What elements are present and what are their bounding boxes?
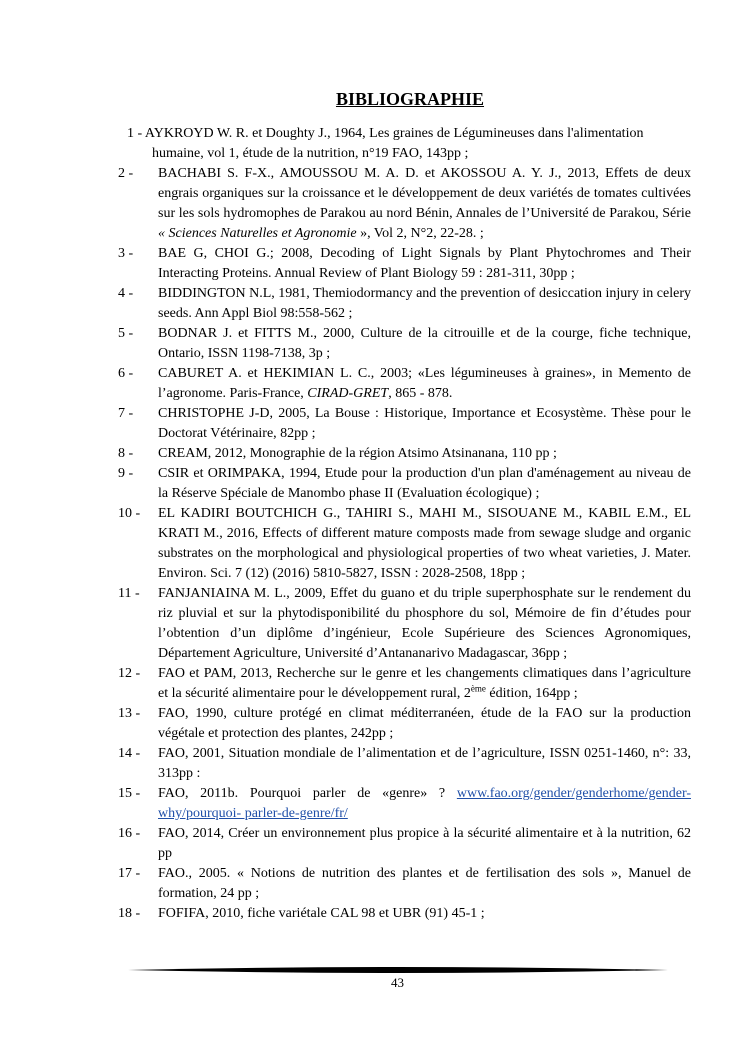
entry-text: FANJANIAINA M. L., 2009, Effet du guano et du triple superphosphate sur le rendement du riz pluvial et sur la phytodisponibilité du phosphore du sol, Mémoire de fin d’études pour l’obtention d’un diplôme d’ingénieur, Ecole Supérieure des Sciences Agronomiques, Département Agriculture, Université d’Antananarivo Madagascar, 36pp ; xyxy=(158,586,691,661)
entry-text: EL KADIRI BOUTCHICH G., TAHIRI S., MAHI M., SISOUANE M., KABIL E.M., EL KRATI M., 2016, Effects of different mature composts made from sewage sludge and organic substrates on the morphological and physiological properties of two wheat varieties, J. Mater. Environ. Sci. 7 (12) (2016) 5810-5827, ISSN : 2028-2508, 18pp ; xyxy=(158,506,691,581)
entry-number: 13 - xyxy=(118,706,141,721)
entry-text-continuation: humaine, vol 1, étude de la nutrition, n°19 FAO, 143pp ; xyxy=(152,146,469,161)
entry-text: CSIR et ORIMPAKA, 1994, Etude pour la production d'un plan d'aménagement au niveau de la Réserve Spéciale de Manombo phase II (Evaluation écologique) ; xyxy=(158,466,691,501)
entry-text: CHRISTOPHE J-D, 2005, La Bouse : Historique, Importance et Ecosystème. Thèse pour le Doctorat Vétérinaire, 82pp ; xyxy=(158,406,691,441)
bibliography-entry xyxy=(118,244,691,284)
entry-number: 5 - xyxy=(118,326,134,341)
entry-number: 18 - xyxy=(118,906,141,921)
bibliography-entry xyxy=(118,744,691,784)
bibliography-entry xyxy=(118,664,691,704)
bibliography-entry xyxy=(118,364,691,404)
entry-text: BAE G, CHOI G.; 2008, Decoding of Light Signals by Plant Phytochromes and Their Interacting Proteins. Annual Review of Plant Biology 59 : 281-311, 30pp ; xyxy=(158,246,691,281)
entry-text: FAO, 2014, Créer un environnement plus propice à la sécurité alimentaire et à la nutrition, 62 pp xyxy=(158,826,691,861)
entry-number: 6 - xyxy=(118,366,134,381)
footer-divider xyxy=(128,966,668,974)
bibliography-entry xyxy=(118,824,691,864)
bibliography-entry xyxy=(118,444,691,464)
entry-text: FAO, 2011b. Pourquoi parler de «genre» ? www.fao.org/gender/genderhome/gender-why/pourquoi- parler-de-genre/fr/ xyxy=(158,786,691,821)
edition-superscript: ème xyxy=(470,683,486,694)
entry-number: 12 - xyxy=(118,666,141,681)
entry-number: 14 - xyxy=(118,746,141,761)
entry-number: 9 - xyxy=(118,466,134,481)
page-number: 43 xyxy=(391,975,404,990)
bibliography-entry xyxy=(118,164,691,244)
entry-text: AYKROYD W. R. et Doughty J., 1964, Les graines de Légumineuses dans l'alimentation xyxy=(144,126,644,141)
entry-number: 10 - xyxy=(118,506,141,521)
entry-text: FAO et PAM, 2013, Recherche sur le genre et les changements climatiques dans l’agriculture et la sécurité alimentaire pour le développement rural, 2ème édition, 164pp ; xyxy=(158,666,691,701)
entry-number: 17 - xyxy=(118,866,141,881)
fao-gender-link[interactable]: www.fao.org/gender/genderhome/gender-why/pourquoi- parler-de-genre/fr/ xyxy=(158,786,691,821)
entry-text: FAO., 2005. « Notions de nutrition des plantes et de fertilisation des sols », Manuel de formation, 24 pp ; xyxy=(158,866,691,901)
entry-text: BACHABI S. F-X., AMOUSSOU M. A. D. et AKOSSOU A. Y. J., 2013, Effets de deux engrais organiques sur la croissance et le développement de deux variétés de tomates cultivées sur les sols hydromophes de Parakou au nord Bénin, Annales de l’Université de Parakou, Série « Sciences Naturelles et Agronomie », Vol 2, N°2, 22-28. ; xyxy=(158,166,691,241)
entry-number: 2 - xyxy=(118,166,134,181)
bibliography-list xyxy=(118,124,691,924)
entry-text: FAO, 2001, Situation mondiale de l’alimentation et de l’agriculture, ISSN 0251-1460, n°: 33, 313pp : xyxy=(158,746,691,781)
series-name: « Sciences Naturelles et Agronomie xyxy=(158,226,357,241)
entry-number: 11 - xyxy=(118,586,140,601)
entry-text: CREAM, 2012, Monographie de la région Atsimo Atsinanana, 110 pp ; xyxy=(158,446,557,461)
entry-number: 8 - xyxy=(118,446,134,461)
entry-text: FOFIFA, 2010, fiche variétale CAL 98 et UBR (91) 45-1 ; xyxy=(158,906,485,921)
entry-text: CABURET A. et HEKIMIAN L. C., 2003; «Les légumineuses à graines», in Memento de l’agronome. Paris-France, CIRAD-GRET, 865 - 878. xyxy=(158,366,691,401)
bibliography-entry xyxy=(118,284,691,324)
publisher-name: CIRAD-GRET xyxy=(307,386,389,401)
entry-number: 1 - xyxy=(127,126,143,141)
page-title: BIBLIOGRAPHIE xyxy=(335,89,485,109)
bibliography-entry xyxy=(118,124,691,164)
bibliography-entry xyxy=(118,864,691,904)
entry-number: 3 - xyxy=(118,246,134,261)
bibliography-entry xyxy=(118,324,691,364)
bibliography-entry xyxy=(118,704,691,744)
bibliography-entry xyxy=(118,464,691,504)
bibliography-entry xyxy=(118,784,691,824)
bibliography-entry xyxy=(118,404,691,444)
entry-text: FAO, 1990, culture protégé en climat méditerranéen, étude de la FAO sur la production végétale et protection des plantes, 242pp ; xyxy=(158,706,691,741)
entry-number: 15 - xyxy=(118,786,141,801)
entry-text: BIDDINGTON N.L, 1981, Themiodormancy and the prevention of desiccation injury in celery seeds. Ann Appl Biol 98:558-562 ; xyxy=(158,286,691,321)
entry-number: 4 - xyxy=(118,286,134,301)
entry-number: 7 - xyxy=(118,406,134,421)
bibliography-entry xyxy=(118,584,691,664)
entry-number: 16 - xyxy=(118,826,141,841)
bibliography-entry xyxy=(118,504,691,584)
entry-text: BODNAR J. et FITTS M., 2000, Culture de la citrouille et de la courge, fiche technique, Ontario, ISSN 1198-7138, 3p ; xyxy=(158,326,691,361)
bibliography-entry xyxy=(118,904,691,924)
